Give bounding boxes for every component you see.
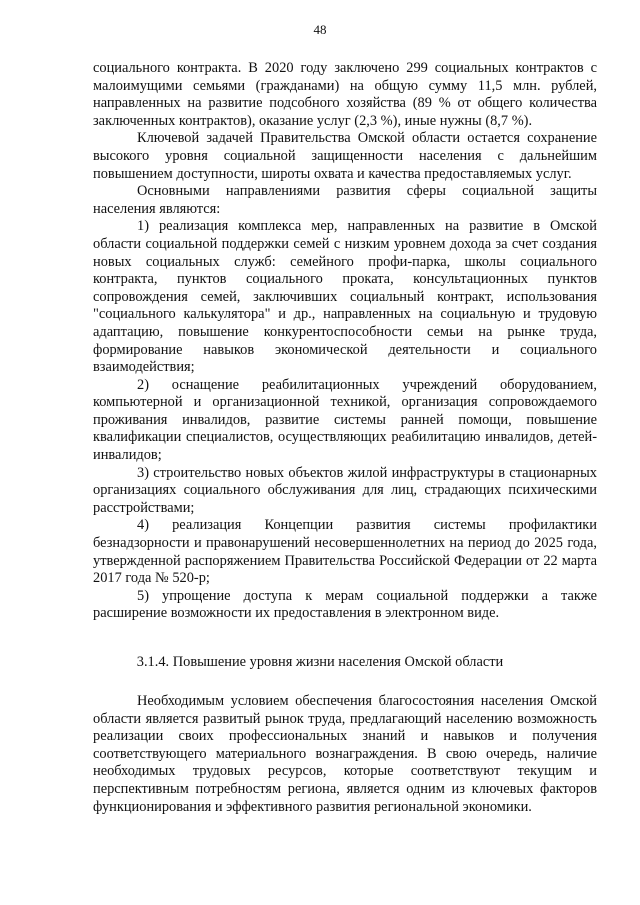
list-item: 2) оснащение реабилитационных учреждений оборудованием, компьютерной и организационной техникой, организация сопровождаемого проживания инвалидов, развитие системы ранней помощи, повышение квалификации специалистов, осуществляющих реабилитацию инвалидов, детей-инвалидов; bbox=[93, 376, 597, 464]
section-heading: 3.1.4. Повышение уровня жизни населения Омской области bbox=[136, 654, 504, 670]
section-body bbox=[93, 693, 597, 816]
page-number: 48 bbox=[313, 22, 327, 37]
list-item: 1) реализация комплекса мер, направленных на развитие в Омской области социальной поддержки семей с низким уровнем дохода за счет создания новых социальных служб: семейного профи-парка, школы социального контракта, пунктов социального проката, консультационных пунктов сопровождения семей, заключивших социальный контракт, использования "социального калькулятора" и др., направленных на социальную и трудовую адаптацию, повышение конкурентоспособности семьи на рынке труда, формирование навыков экономической деятельности и социального взаимодействия; bbox=[93, 218, 597, 376]
list-item: 3) строительство новых объектов жилой инфраструктуры в стационарных организациях социального обслуживания для лиц, страдающих психическими расстройствами; bbox=[93, 464, 597, 516]
list-item: 5) упрощение доступа к мерам социальной поддержки а также расширение возможности их предоставления в электронном виде. bbox=[93, 587, 597, 622]
paragraph: Необходимым условием обеспечения благосостояния населения Омской области является развитый рынок труда, предлагающий населению возможность реализации своих профессиональных знаний и навыков и получения соответствующего материального вознаграждения. В свою очередь, наличие необходимых трудовых ресурсов, которые соответствуют текущим и перспективным потребностям региона, является одним из ключевых факторов функционирования и эффективного развития региональной экономики. bbox=[93, 693, 597, 815]
paragraph: Ключевой задачей Правительства Омской области остается сохранение высокого уровня социальной защищенности населения с дальнейшим повышением доступности, широты охвата и качества предоставляемых услуг. bbox=[93, 130, 597, 182]
paragraph: Основными направлениями развития сферы социальной защиты населения являются: bbox=[93, 183, 597, 217]
list-item: 4) реализация Концепции развития системы профилактики безнадзорности и правонарушений несовершеннолетних на период до 2025 года, утвержденной распоряжением Правительства Российской Федерации от 22 марта 2017 года № 520-р; bbox=[93, 517, 597, 587]
paragraph: социального контракта. В 2020 году заключено 299 социальных контрактов с малоимущими семьями (гражданами) на общую сумму 11,5 млн. рублей, направленных на развитие подсобного хозяйства (89 % от общего количества заключенных контрактов), оказание услуг (2,3 %), иные нужны (8,7 %). bbox=[93, 60, 597, 129]
document-body bbox=[93, 60, 597, 623]
